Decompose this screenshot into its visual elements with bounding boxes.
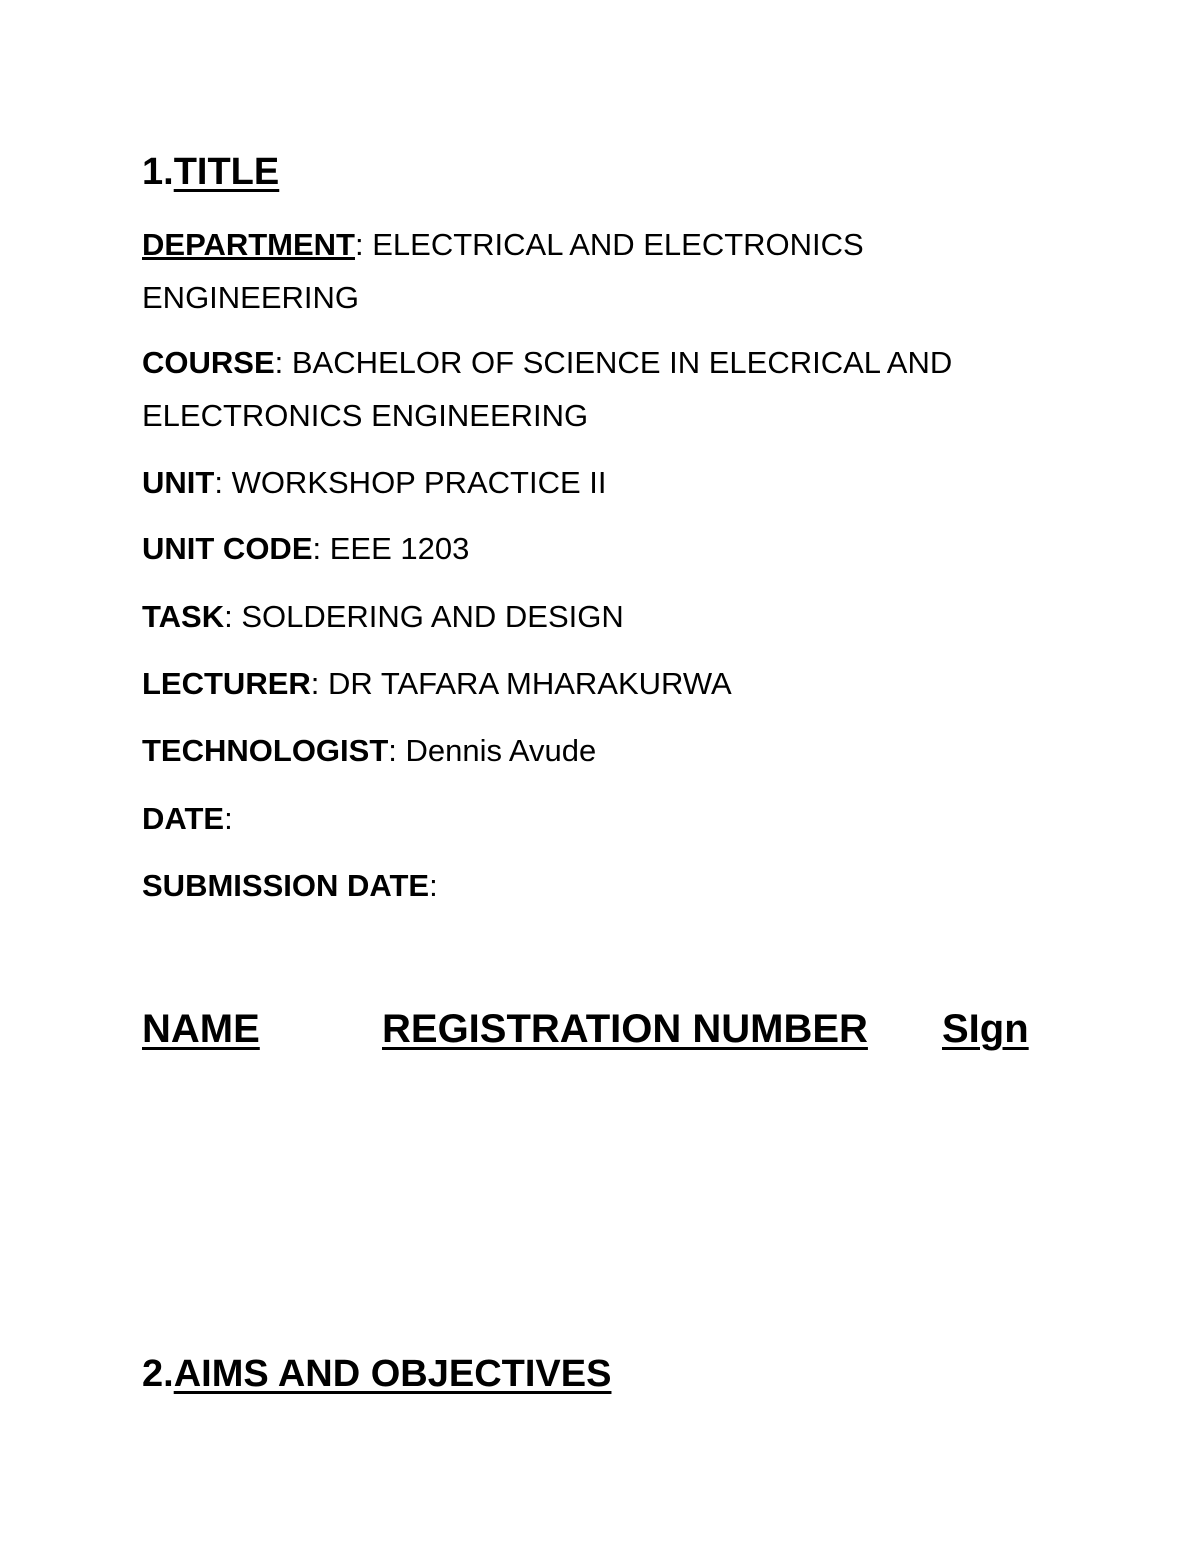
- field-lecturer-label: LECTURER: [142, 666, 311, 701]
- field-unit-code-value: EEE 1203: [329, 531, 470, 566]
- field-technologist-label: TECHNOLOGIST: [142, 733, 389, 768]
- field-submission-date-sep: :: [429, 868, 438, 903]
- field-unit: [142, 456, 1042, 509]
- field-task-label: TASK: [142, 599, 225, 634]
- field-lecturer: [142, 657, 1042, 710]
- section-1-heading: [142, 150, 279, 194]
- field-lecturer-sep: :: [310, 666, 329, 701]
- field-department: [142, 218, 1042, 324]
- field-unit-label: UNIT: [142, 465, 215, 500]
- section-2-heading: [142, 1352, 611, 1396]
- column-header-registration-number: REGISTRATION NUMBER: [382, 1007, 868, 1051]
- section-2-number: 2.: [142, 1353, 174, 1395]
- column-header-sign: SIgn: [942, 1007, 1029, 1051]
- field-submission-date-label: SUBMISSION DATE: [142, 868, 430, 903]
- field-technologist-sep: :: [388, 733, 406, 768]
- field-lecturer-value: DR TAFARA MHARAKURWA: [328, 666, 732, 701]
- section-1-number: 1.: [142, 151, 174, 193]
- field-date: [142, 792, 1042, 845]
- field-course-label: COURSE: [142, 345, 275, 380]
- field-technologist: [142, 724, 1042, 777]
- field-technologist-value: Dennis Avude: [405, 733, 597, 768]
- field-unit-value: WORKSHOP PRACTICE II: [231, 465, 607, 500]
- field-date-sep: :: [224, 801, 233, 836]
- field-date-label: DATE: [142, 801, 225, 836]
- field-unit-code: [142, 522, 1042, 575]
- field-course: [142, 336, 1042, 442]
- section-1-title: TITLE: [173, 151, 280, 193]
- signature-table-header: [0, 1004, 1200, 1054]
- field-task: [142, 590, 1042, 643]
- field-department-label: DEPARTMENT: [142, 227, 355, 262]
- field-department-sep: :: [354, 227, 373, 262]
- field-course-value: BACHELOR OF SCIENCE IN ELECRICAL AND ELECTRONICS ENGINEERING: [142, 345, 953, 433]
- field-unit-code-sep: :: [312, 531, 330, 566]
- field-task-value: SOLDERING AND DESIGN: [241, 599, 624, 634]
- field-course-sep: :: [274, 345, 292, 380]
- field-unit-code-label: UNIT CODE: [142, 531, 313, 566]
- column-header-name: NAME: [142, 1007, 260, 1051]
- field-unit-sep: :: [214, 465, 232, 500]
- field-submission-date: [142, 859, 1042, 912]
- field-department-value: ELECTRICAL AND ELECTRONICS ENGINEERING: [142, 227, 864, 315]
- section-2-title: AIMS AND OBJECTIVES: [173, 1353, 612, 1395]
- field-task-sep: :: [224, 599, 242, 634]
